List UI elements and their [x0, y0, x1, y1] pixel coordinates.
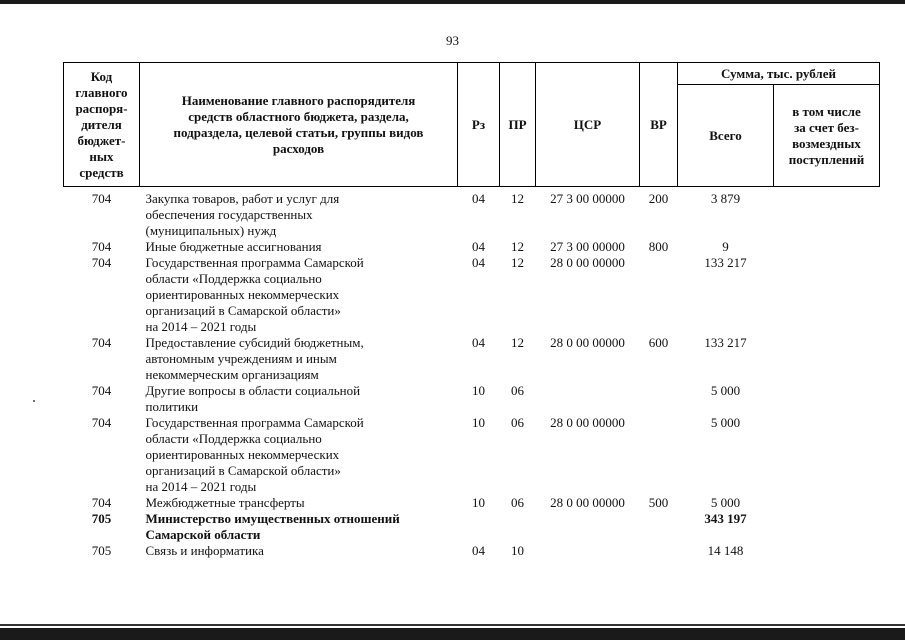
header-name — [140, 63, 458, 187]
cell-total: 5 000 — [710, 415, 741, 430]
header-code-line: бюджет- — [77, 132, 126, 148]
cell-free — [774, 255, 880, 335]
table-body — [64, 187, 880, 560]
header-code-lines — [66, 69, 137, 181]
cell-vr: 500 — [648, 495, 669, 510]
table-row — [64, 511, 880, 543]
header-rz: Рз — [458, 63, 500, 187]
cell-csr: 27 3 00 00000 — [550, 239, 625, 254]
header-code — [64, 63, 140, 187]
cell-csr — [536, 511, 640, 543]
table-row — [64, 255, 880, 335]
cell-pr: 06 — [511, 415, 524, 430]
cell-pr: 12 — [511, 239, 524, 254]
cell-vr — [640, 383, 678, 415]
cell-name — [140, 495, 458, 511]
cell-name — [140, 255, 458, 335]
cell-name — [140, 187, 458, 240]
cell-name-line: Министерство имущественных отношений — [145, 511, 400, 526]
cell-name-line: области «Поддержка социально — [145, 271, 322, 286]
cell-name — [140, 511, 458, 543]
header-name-line: расходов — [272, 140, 325, 156]
header-vr: ВР — [640, 63, 678, 187]
header-total: Всего — [678, 85, 774, 187]
cell-name-line: Межбюджетные трансферты — [145, 495, 305, 510]
header-name-line: средств областного бюджета, раздела, — [188, 108, 409, 124]
header-csr: ЦСР — [536, 63, 640, 187]
cell-pr: 10 — [511, 543, 524, 558]
cell-vr — [640, 415, 678, 495]
cell-pr: 12 — [511, 255, 524, 270]
cell-vr: 800 — [648, 239, 669, 254]
cell-rz: 10 — [472, 495, 485, 510]
cell-name-line: некоммерческим организациям — [145, 367, 319, 382]
cell-name-line: Государственная программа Самарской — [145, 415, 364, 430]
header-code-line: дителя — [81, 116, 122, 132]
header-free-lines — [776, 104, 877, 168]
header-free-line: поступлений — [788, 151, 865, 167]
cell-free — [774, 335, 880, 383]
cell-csr: 28 0 00 00000 — [550, 335, 625, 350]
cell-csr: 28 0 00 00000 — [550, 415, 625, 430]
cell-total: 9 — [722, 239, 729, 254]
header-sum-group: Сумма, тыс. рублей — [678, 63, 880, 85]
header-pr: ПР — [500, 63, 536, 187]
header-code-line: Код — [90, 68, 113, 84]
cell-name — [140, 335, 458, 383]
cell-name-line: политики — [145, 399, 199, 414]
cell-name — [140, 383, 458, 415]
header-free-line: за счет без- — [794, 119, 859, 135]
cell-name-line: организаций в Самарской области» — [145, 303, 341, 318]
cell-free — [774, 415, 880, 495]
cell-name — [140, 543, 458, 559]
cell-name-line: Другие вопросы в области социальной — [145, 383, 361, 398]
cell-total: 5 000 — [710, 383, 741, 398]
cell-name-line: Государственная программа Самарской — [145, 255, 364, 270]
header-code-line: средств — [79, 164, 124, 180]
cell-rz: 10 — [472, 415, 485, 430]
cell-csr: 28 0 00 00000 — [550, 255, 625, 270]
scan-border-top — [0, 0, 905, 4]
cell-code: 704 — [91, 191, 112, 206]
cell-code: 705 — [91, 511, 112, 526]
cell-vr: 600 — [648, 335, 669, 350]
header-code-line: ных — [89, 148, 114, 164]
table-row — [64, 415, 880, 495]
cell-name-line: ориентированных некоммерческих — [145, 287, 340, 302]
cell-total: 343 197 — [704, 511, 747, 526]
table-row — [64, 187, 880, 240]
cell-free — [774, 239, 880, 255]
cell-name-line: Иные бюджетные ассигнования — [145, 239, 322, 254]
cell-free — [774, 511, 880, 543]
cell-rz: 04 — [472, 191, 485, 206]
cell-rz: 04 — [472, 543, 485, 558]
cell-free — [774, 187, 880, 240]
cell-csr — [536, 383, 640, 415]
table-row — [64, 335, 880, 383]
cell-code: 704 — [91, 239, 112, 254]
cell-name-line: автономным учреждениям и иным — [145, 351, 337, 366]
cell-code: 704 — [91, 383, 112, 398]
cell-code: 704 — [91, 335, 112, 350]
cell-vr — [640, 255, 678, 335]
cell-name-line: обеспечения государственных — [145, 207, 313, 222]
header-free-line: возмездных — [792, 135, 861, 151]
budget-table — [63, 62, 880, 559]
cell-pr: 06 — [511, 383, 524, 398]
cell-total: 133 217 — [704, 255, 747, 270]
cell-code: 704 — [91, 415, 112, 430]
header-name-line: Наименование главного распорядителя — [181, 92, 416, 108]
cell-name-line: Предоставление субсидий бюджетным, — [145, 335, 364, 350]
cell-name-line: организаций в Самарской области» — [145, 463, 341, 478]
cell-name-line: области «Поддержка социально — [145, 431, 322, 446]
cell-free — [774, 383, 880, 415]
cell-code: 704 — [91, 255, 112, 270]
cell-total: 5 000 — [710, 495, 741, 510]
header-name-lines — [142, 89, 455, 161]
cell-code: 705 — [91, 543, 112, 558]
cell-name-line: (муниципальных) нужд — [145, 223, 277, 238]
cell-name — [140, 239, 458, 255]
header-free — [774, 85, 880, 187]
cell-name-line: Закупка товаров, работ и услуг для — [145, 191, 340, 206]
cell-pr: 12 — [511, 191, 524, 206]
header-code-line: главного — [75, 84, 128, 100]
cell-total: 3 879 — [710, 191, 741, 206]
header-name-line: подраздела, целевой статьи, группы видов — [173, 124, 424, 140]
table-row — [64, 383, 880, 415]
cell-name-line: Самарской области — [145, 527, 261, 542]
cell-csr: 28 0 00 00000 — [550, 495, 625, 510]
scan-border-bottom — [0, 628, 905, 640]
page-number: 93 — [446, 33, 459, 48]
scan-speck — [33, 400, 35, 402]
table-row — [64, 495, 880, 511]
cell-rz: 10 — [472, 383, 485, 398]
cell-name-line: ориентированных некоммерческих — [145, 447, 340, 462]
cell-total: 133 217 — [704, 335, 747, 350]
cell-name-line: на 2014 – 2021 годы — [145, 319, 257, 334]
table-row — [64, 239, 880, 255]
header-free-line: в том числе — [792, 103, 861, 119]
cell-free — [774, 543, 880, 559]
cell-rz: 04 — [472, 335, 485, 350]
header-code-line: распоря- — [75, 100, 128, 116]
cell-vr — [640, 543, 678, 559]
cell-total: 14 148 — [707, 543, 744, 558]
cell-name-line: Связь и информатика — [145, 543, 264, 558]
cell-rz: 04 — [472, 255, 485, 270]
cell-rz — [458, 511, 500, 543]
cell-code: 704 — [91, 495, 112, 510]
cell-vr — [640, 511, 678, 543]
cell-pr: 06 — [511, 495, 524, 510]
cell-pr — [500, 511, 536, 543]
cell-csr — [536, 543, 640, 559]
cell-name — [140, 415, 458, 495]
cell-free — [774, 495, 880, 511]
cell-rz: 04 — [472, 239, 485, 254]
cell-csr: 27 3 00 00000 — [550, 191, 625, 206]
cell-pr: 12 — [511, 335, 524, 350]
cell-name-line: на 2014 – 2021 годы — [145, 479, 257, 494]
table-header — [64, 63, 880, 187]
cell-vr: 200 — [648, 191, 669, 206]
table-row — [64, 543, 880, 559]
